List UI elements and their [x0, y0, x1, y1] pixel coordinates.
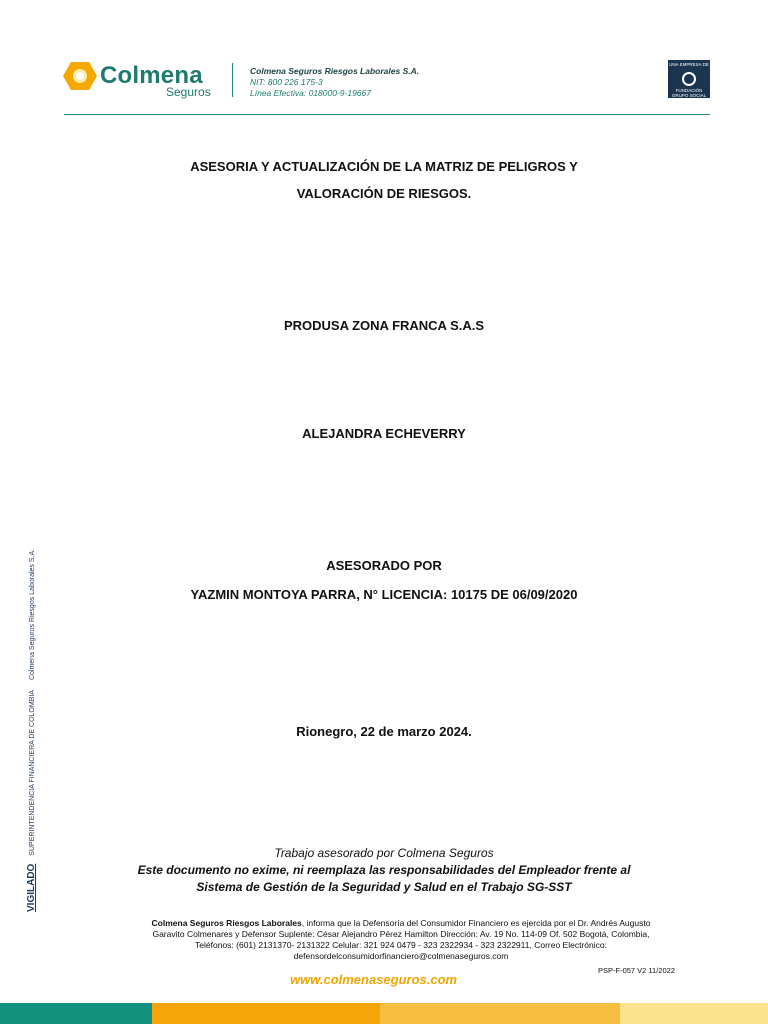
title-line-1: ASESORIA Y ACTUALIZACIÓN DE LA MATRIZ DE PELIGROS Y	[190, 159, 578, 174]
document-title	[64, 153, 704, 207]
bar-segment-4	[380, 1003, 620, 1024]
bar-segment-5	[620, 1003, 768, 1024]
company-linea: Línea Efectiva: 018000-9-19667	[250, 88, 371, 98]
disclaimer-line-1: Trabajo asesorado por Colmena Seguros	[274, 846, 494, 860]
fundacion-ring-icon	[682, 72, 696, 86]
footer-text-2: Garavito Colmenares y Defensor Suplente: César Alejandro Pérez Hamilton Dirección: Av. 19 No. 114-09 Of. 502 Bogotá, Colombia,	[152, 929, 650, 939]
title-line-2: VALORACIÓN DE RIESGOS.	[296, 186, 472, 201]
company-info	[250, 66, 419, 99]
footer-text-3: Teléfonos: (601) 2131370- 2131322 Celular: 321 924 0479 - 323 2322934 - 323 2322911, Correo Electrónico:	[195, 940, 607, 950]
footer-bold-name: Colmena Seguros Riesgos Laborales	[151, 918, 302, 928]
brand-sub: Seguros	[166, 85, 211, 99]
footer-email[interactable]: defensordelconsumidorfinanciero@colmenaseguros.com	[293, 951, 509, 961]
fundacion-badge	[668, 60, 710, 98]
brand-name: Colmena	[100, 62, 203, 89]
website-link[interactable]: www.colmenaseguros.com	[290, 972, 458, 987]
advised-by-label: ASESORADO POR	[326, 558, 442, 573]
bar-segment-1	[0, 1003, 152, 1024]
company-heading: PRODUSA ZONA FRANCA S.A.S	[283, 318, 485, 333]
footer-legal	[96, 918, 706, 962]
footer-text-1: , informa que la Defensoría del Consumidor Financiero es ejercida por el Dr. Andrés Augusto	[301, 918, 651, 928]
disclaimer-line-3: Sistema de Gestión de la Seguridad y Salud en el Trabajo SG-SST	[196, 880, 572, 894]
vertical-company-text: Colmena Seguros Riesgos Laborales S.A.	[29, 548, 36, 681]
header-rule	[64, 114, 710, 115]
bottom-color-bar	[0, 1003, 768, 1024]
badge-top-text: UNA EMPRESA DE	[669, 62, 709, 67]
person-heading: ALEJANDRA ECHEVERRY	[302, 426, 466, 441]
disclaimer	[64, 845, 704, 896]
bar-segment-3	[152, 1003, 380, 1024]
disclaimer-line-2: Este documento no exime, ni reemplaza las responsabilidades del Empleador frente al	[137, 863, 631, 877]
place-date: Rionegro, 22 de marzo 2024.	[296, 724, 472, 739]
company-nit: NIT: 800 226 175-3	[250, 77, 323, 87]
advisor-line: YAZMIN MONTOYA PARRA, N° LICENCIA: 10175 DE 06/09/2020	[190, 587, 578, 602]
superintendencia-text: SUPERINTENDENCIA FINANCIERA DE COLOMBIA	[29, 690, 36, 856]
form-code: PSP-F-057 V2 11/2022	[598, 966, 675, 975]
header-divider	[232, 63, 233, 97]
colmena-hexagon-icon	[63, 61, 97, 91]
vigilado-vertical	[26, 549, 37, 912]
company-name: Colmena Seguros Riesgos Laborales S.A.	[250, 66, 420, 76]
badge-bottom-text: FUNDACIÓN GRUPO SOCIAL	[671, 88, 707, 98]
vigilado-label: VIGILADO	[26, 863, 37, 912]
